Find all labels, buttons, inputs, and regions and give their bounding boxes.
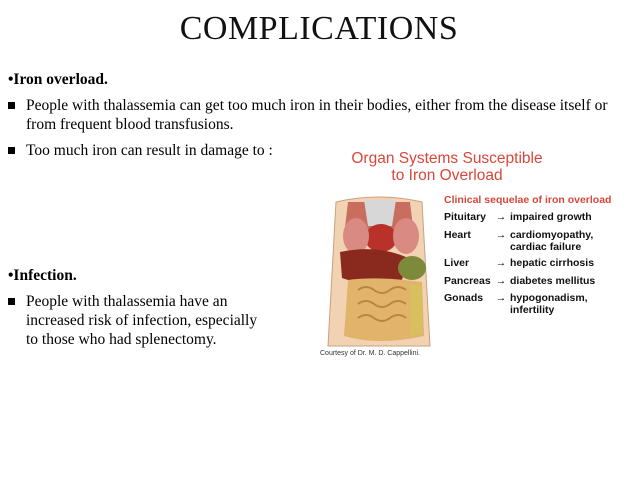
- sequela-row-pancreas: [444, 275, 595, 287]
- organ-label: Liver: [444, 257, 470, 269]
- arrow-icon: →: [495, 257, 507, 269]
- effect-label: impaired growth: [510, 211, 592, 223]
- infection-bullet-1: [8, 292, 270, 349]
- page-title: COMPLICATIONS: [179, 10, 459, 47]
- figure-subtitle: Clinical sequelae of iron overload: [444, 194, 612, 206]
- effect-label: cardiomyopathy, cardiac failure: [510, 229, 594, 253]
- arrow-icon: →: [495, 292, 507, 304]
- sequela-row-liver: [444, 257, 594, 269]
- organ-label: Pancreas: [444, 275, 491, 287]
- effect-label: diabetes mellitus: [510, 275, 596, 287]
- arrow-icon: →: [495, 211, 507, 223]
- arrow-icon: →: [495, 275, 507, 287]
- figure-credit: Courtesy of Dr. M. D. Cappellini.: [320, 350, 420, 357]
- figure-title-line-1: Organ Systems Susceptible: [351, 150, 543, 167]
- torso-organs-illustration: [318, 196, 440, 350]
- organ-label: Gonads: [444, 292, 484, 304]
- infection-heading: •Infection.: [8, 267, 77, 284]
- sequela-row-pituitary: [444, 211, 592, 223]
- iron-bullet-1-text: People with thalassemia can get too much iron in their bodies, either from the disease itself or from frequent blood transfusions.: [26, 97, 608, 133]
- effect-label: hepatic cirrhosis: [510, 257, 595, 269]
- iron-bullet-1: [8, 96, 636, 134]
- effect-label: hypogonadism, infertility: [510, 292, 588, 316]
- bullet-square-icon: [8, 96, 20, 115]
- bullet-square-icon: [8, 141, 20, 160]
- bullet-square-icon: [8, 292, 20, 311]
- iron-bullet-2: [8, 141, 338, 160]
- iron-bullet-2-text: Too much iron can result in damage to :: [26, 142, 273, 159]
- organ-label: Heart: [444, 229, 471, 241]
- iron-overload-figure: [318, 150, 634, 368]
- organ-label: Pituitary: [444, 211, 487, 223]
- infection-bullet-1-text: People with thalassemia have an increased risk of infection, especially to those who had splenectomy.: [26, 293, 258, 348]
- arrow-icon: →: [495, 229, 507, 241]
- iron-overload-heading: •Iron overload.: [8, 71, 108, 88]
- sequela-row-gonads: [444, 292, 588, 316]
- sequela-row-heart: [444, 229, 593, 253]
- figure-title-line-2: to Iron Overload: [391, 167, 503, 184]
